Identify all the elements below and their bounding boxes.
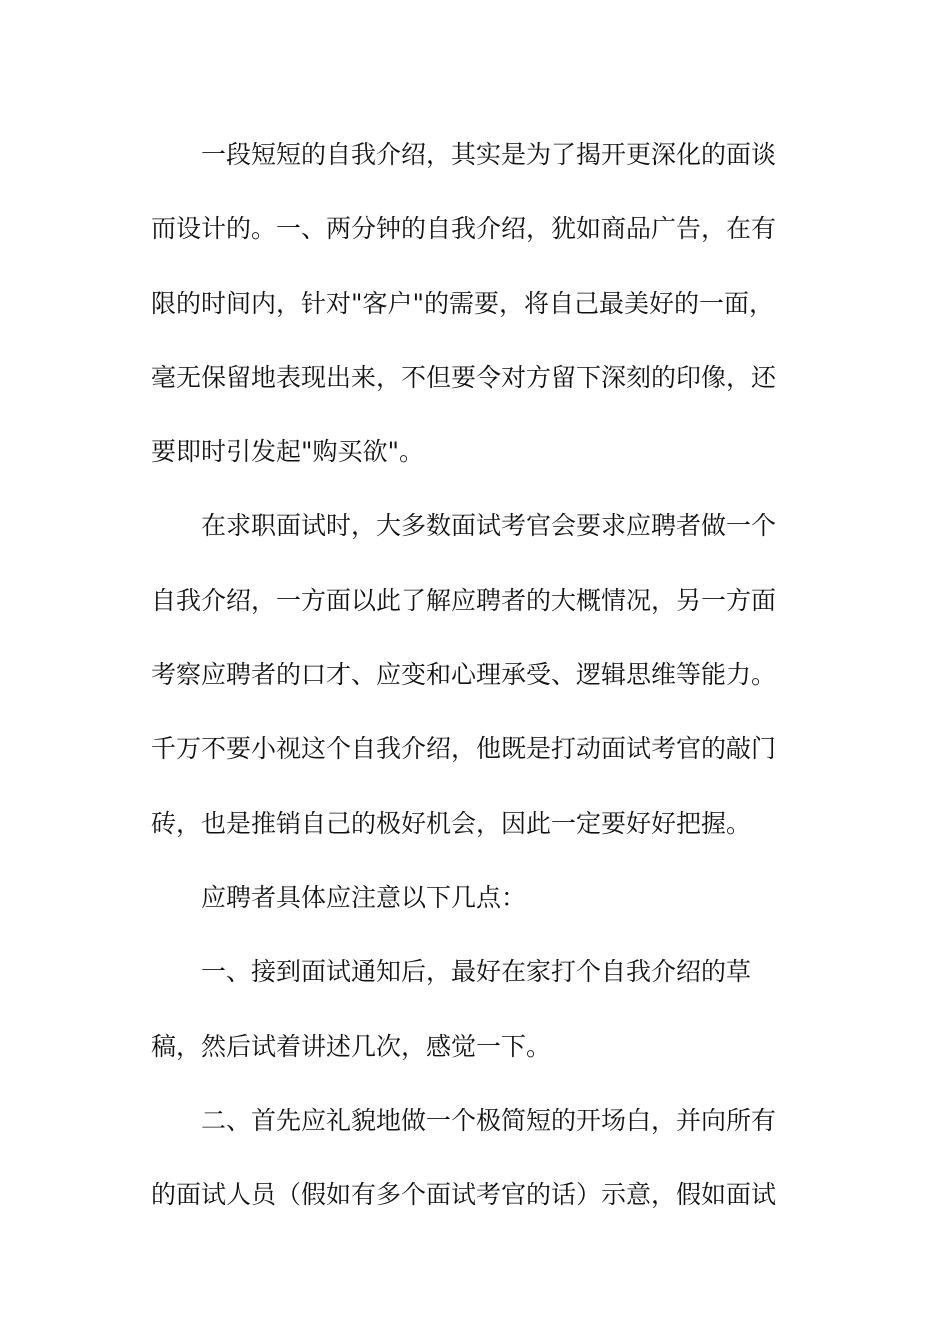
paragraph-line: 千万不要小视这个自我介绍，他既是打动面试考官的敲门 [151,734,777,764]
paragraph-line: 二、首先应礼貌地做一个极简短的开场白，并向所有 [201,1105,777,1135]
paragraph-line: 要即时引发起"购买欲"。 [151,437,424,467]
paragraph-line: 的面试人员（假如有多个面试考官的话）示意，假如面试 [151,1180,777,1210]
paragraph-line: 而设计的。一、两分钟的自我介绍，犹如商品广告，在有 [151,214,777,244]
document-body [151,118,791,1232]
paragraph-line: 在求职面试时，大多数面试考官会要求应聘者做一个 [201,511,777,541]
paragraph-line: 稿，然后试着讲述几次，感觉一下。 [151,1031,552,1061]
paragraph-line: 砖，也是推销自己的极好机会，因此一定要好好把握。 [151,808,752,838]
paragraph-line: 一、接到面试通知后，最好在家打个自我介绍的草 [201,957,752,987]
paragraph-line: 毫无保留地表现出来，不但要令对方留下深刻的印像，还 [151,362,777,392]
paragraph-line: 考察应聘者的口才、应变和心理承受、逻辑思维等能力。 [151,660,777,690]
paragraph-line: 限的时间内，针对"客户"的需要，将自己最美好的一面， [151,288,775,318]
paragraph-line: 自我介绍，一方面以此了解应聘者的大概情况，另一方面 [151,585,777,615]
paragraph-line: 一段短短的自我介绍，其实是为了揭开更深化的面谈 [201,140,777,169]
paragraph-line: 应聘者具体应注意以下几点： [201,882,527,912]
